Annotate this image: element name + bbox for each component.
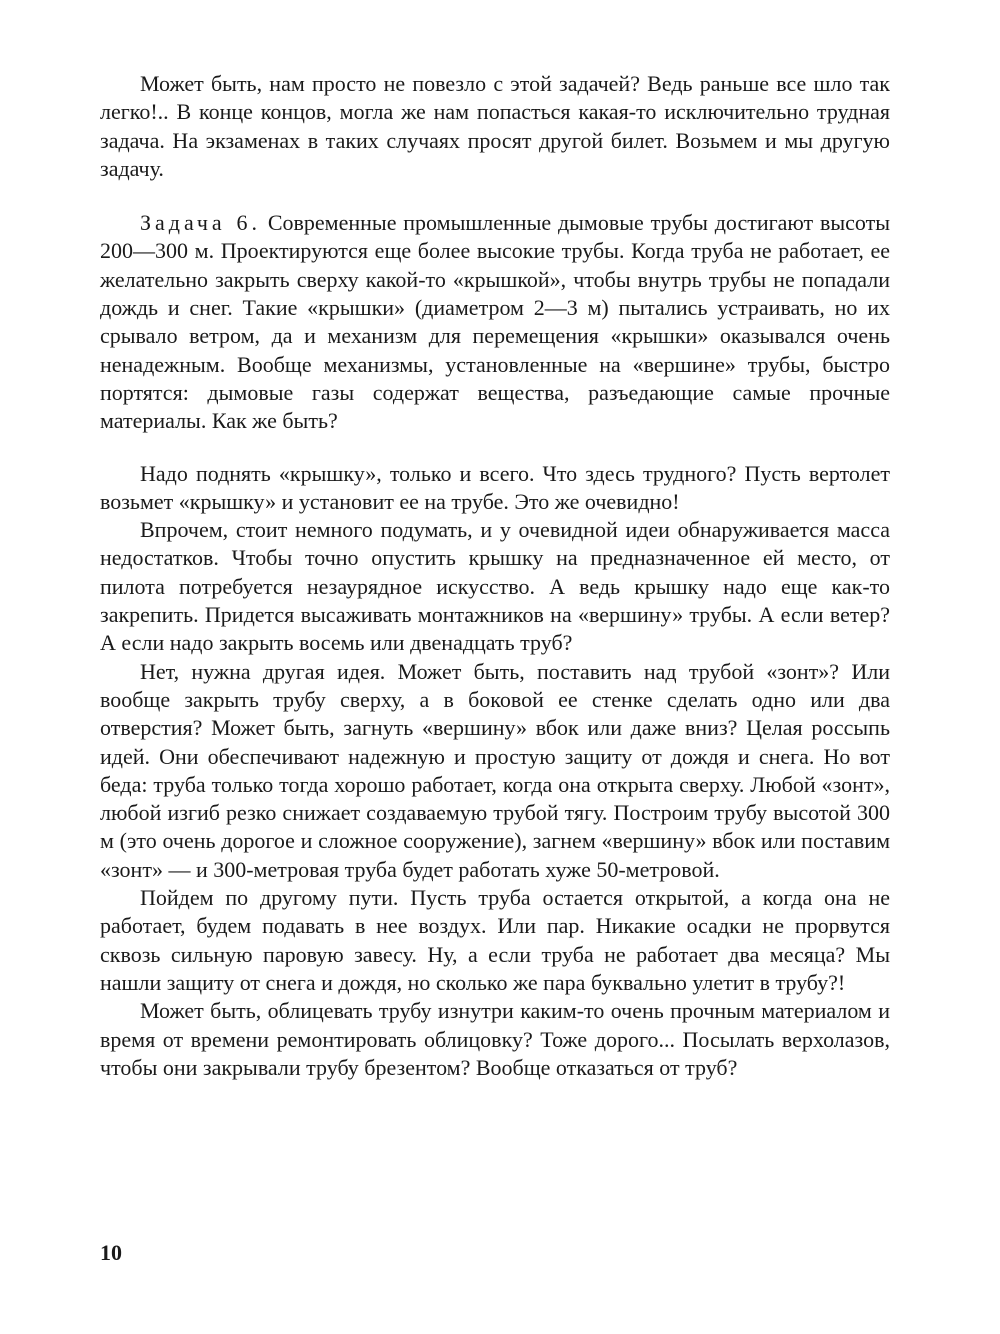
paragraph-task-6	[100, 209, 890, 435]
task-label: Задача 6.	[140, 210, 262, 236]
page-text	[100, 70, 890, 1082]
page-number: 10	[100, 1240, 122, 1265]
paragraph-steam-idea: Пойдем по другому пути. Пусть труба остается открытой, а когда она не работает, будем подавать в нее воздух. Или пар. Никакие осадки не прорвутся сквозь сильную паровую завесу. Ну, а если труба не работает два месяца? Мы нашли защиту от снега и дождя, но сколько же пара буквально улетит в трубу?!	[100, 885, 890, 995]
paragraph-lining-idea: Может быть, облицевать трубу изнутри каким-то очень прочным материалом и время от времени ремонтировать облицовку? Тоже дорого... Посылать верхолазов, чтобы они закрывали трубу брезентом? Вообще отказаться от труб?	[100, 998, 890, 1080]
task-text: Современные промышленные дымовые трубы достигают высоты 200—300 м. Проектируются еще более высокие трубы. Когда труба не работает, ее желательно закрыть сверху какой-то «крышкой», чтобы внутрь трубы не попадали дождь и снег. Такие «крышки» (диаметром 2—3 м) пытались устраивать, но их срывало ветром, да и механизм для перемещения «крышки» оказывался очень ненадежным. Вообще механизмы, установленные на «вершине» трубы, быстро портятся: дымовые газы содержат вещества, разъедающие самые прочные материалы. Как же быть?	[100, 210, 891, 434]
paragraph-umbrella-idea: Нет, нужна другая идея. Может быть, поставить над трубой «зонт»? Или вообще закрыть трубу сверху, а в боковой ее стенке сделать одно или два отверстия? Может быть, загнуть «вершину» вбок или даже вниз? Целая россыпь идей. Они обеспечивают надежную и простую защиту от дождя и снега. Но вот беда: труба только тогда хорошо работает, когда она открыта сверху. Любой «зонт», любой изгиб резко снижает создаваемую трубой тягу. Построим трубу высотой 300 м (это очень дорогое и сложное сооружение), загнем «вершину» вбок или поставим «зонт» — и 300-метровая труба будет работать хуже 50-метровой.	[100, 658, 890, 882]
paragraph-drawbacks: Впрочем, стоит немного подумать, и у очевидной идеи обнаруживается масса недостатков. Чтобы точно опустить крышку на предназначенное ей место, от пилота потребуется незаурядное искусство. А ведь крышку надо еще как-то закрепить. Придется высаживать монтажников на «вершину» трубы. А если ветер? А если надо закрыть восемь или двенадцать труб?	[100, 517, 890, 656]
paragraph-intro: Может быть, нам просто не повезло с этой задачей? Ведь раньше все шло так легко!.. В конце концов, могла же нам попасться какая-то исключительно трудная задача. На экзаменах в таких случаях просят другой билет. Возьмем и мы другую задачу.	[100, 71, 890, 181]
paragraph-helicopter-idea: Надо поднять «крышку», только и всего. Что здесь трудного? Пусть вертолет возьмет «крышку» и установит ее на трубе. Это же очевидно!	[100, 460, 890, 514]
